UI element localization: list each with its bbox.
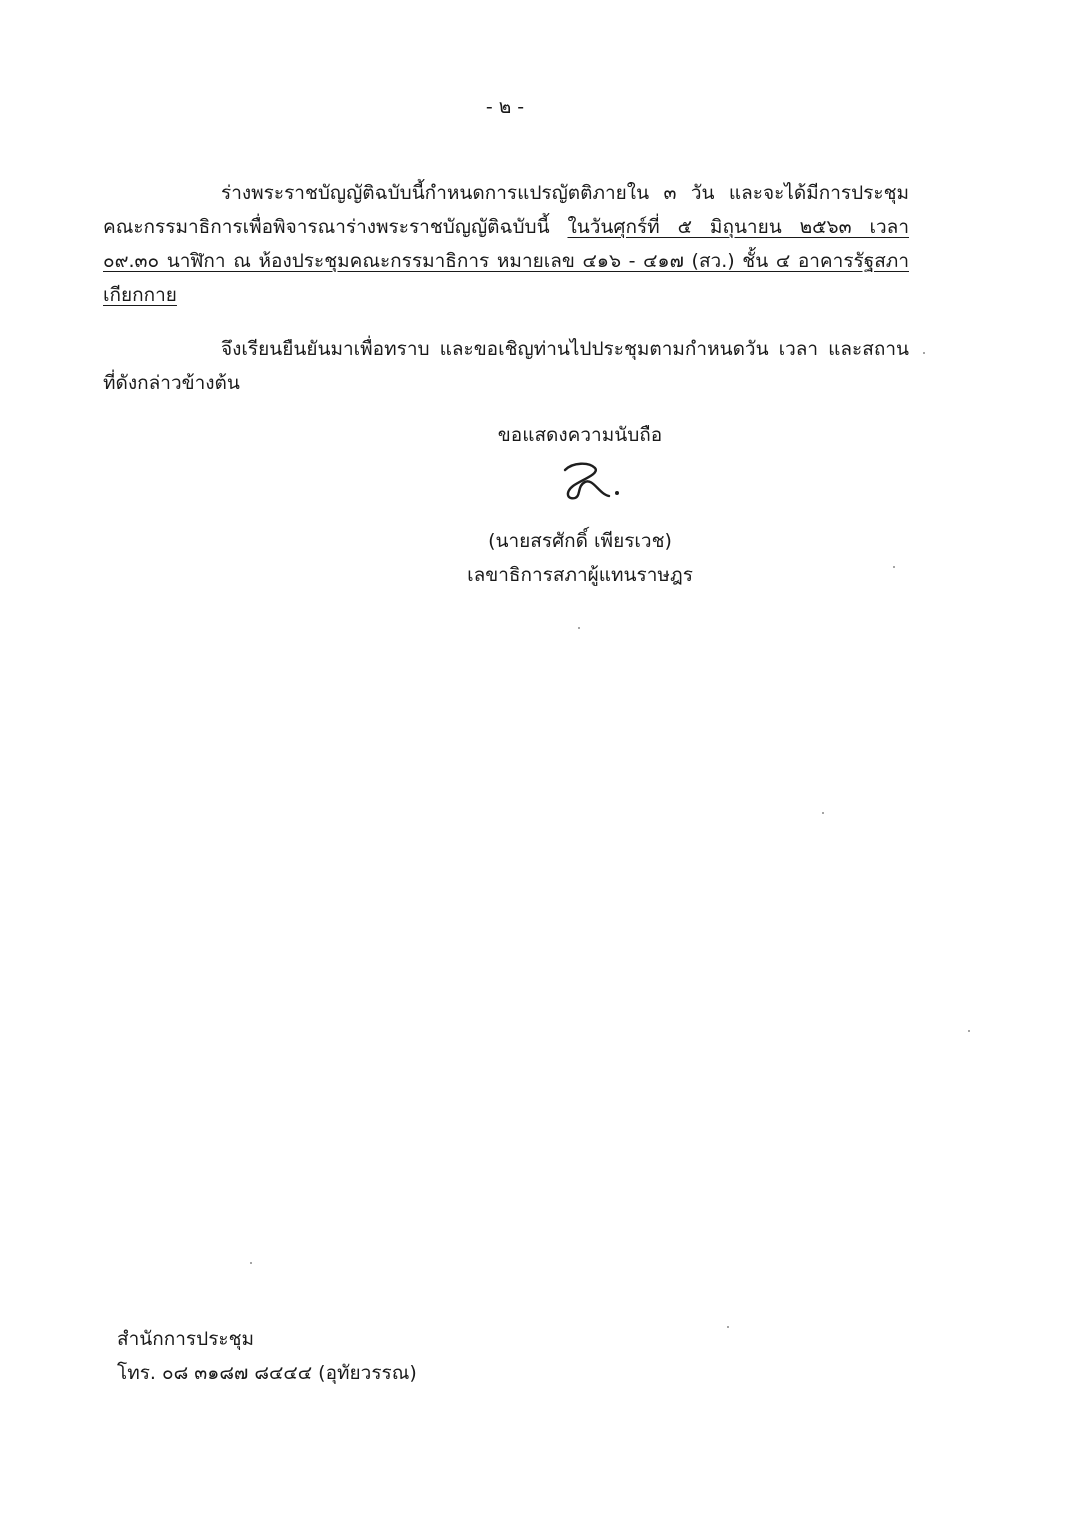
scan-speck <box>822 812 824 814</box>
meeting-datetime-location: ในวันศุกร์ที่ ๕ มิถุนายน ๒๕๖๓ เวลา ๐๙.๓๐ นาฬิกา ณ ห้องประชุมคณะกรรมาธิการ หมายเลข ๔๑๖ - ๔๑๗ (สว.) ชั้น ๔ อาคารรัฐสภา เกียกกาย <box>103 216 909 306</box>
scan-speck <box>968 1030 970 1032</box>
body-paragraph-meeting-details <box>103 176 909 312</box>
scan-speck <box>923 352 925 354</box>
scan-speck <box>250 1262 252 1264</box>
signer-title: เลขาธิการสภาผู้แทนราษฎร <box>467 564 693 586</box>
handwritten-signature <box>555 456 635 506</box>
signer-name: (นายสรศักดิ์ เพียรเวช) <box>488 530 672 552</box>
footer-phone: โทร. ๐๘ ๓๑๘๗ ๘๔๔๔ (อุทัยวรรณ) <box>117 1362 417 1384</box>
scan-speck <box>578 627 580 629</box>
scan-speck <box>727 1326 729 1328</box>
closing-salutation: ขอแสดงความนับถือ <box>497 424 663 446</box>
paragraph-text: ร่างพระราชบัญญัติฉบับนี้กำหนดการแปรญัตติภายใน ๓ วัน และจะได้มีการประชุม คณะกรรมาธิการเพื่อพิจารณาร่างพระราชบัญญัติฉบับนี้ <box>103 182 909 238</box>
body-paragraph-invitation: จึงเรียนยืนยันมาเพื่อทราบ และขอเชิญท่านไปประชุมตามกำหนดวัน เวลา และสถานที่ดังกล่าวข้างต้น <box>103 338 909 394</box>
page-number: - ๒ - <box>485 96 525 118</box>
footer-office: สำนักการประชุม <box>117 1328 255 1350</box>
scan-speck <box>893 566 895 568</box>
